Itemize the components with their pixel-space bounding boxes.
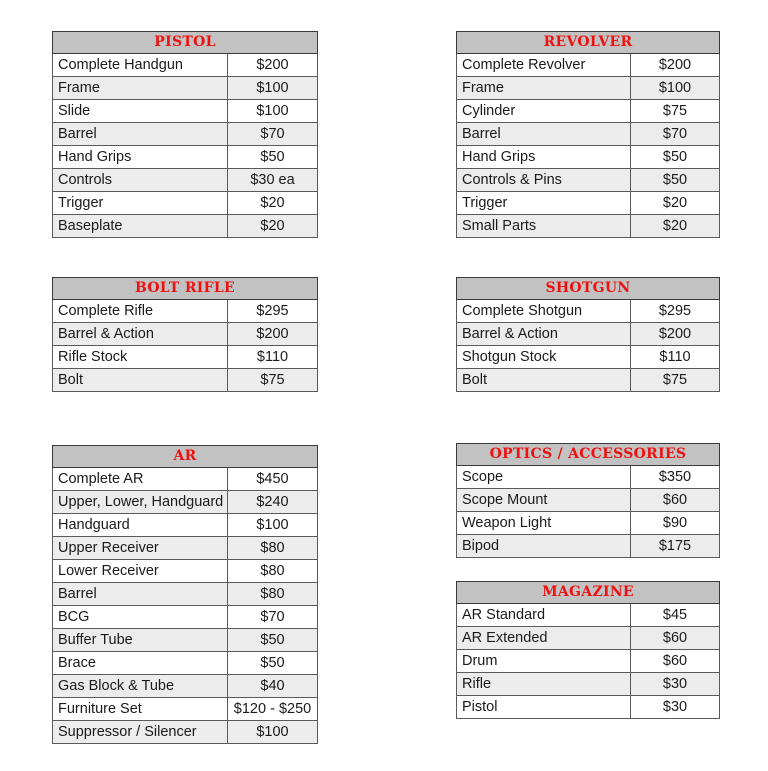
item-name-cell: Barrel (53, 123, 228, 146)
item-name-cell: Rifle (457, 673, 631, 696)
table-row (53, 675, 318, 698)
table-revolver (456, 31, 720, 238)
category-header: SHOTGUN (457, 278, 720, 300)
item-price-cell: $75 (228, 369, 318, 392)
table-row (457, 123, 720, 146)
table-row (457, 54, 720, 77)
item-name-cell: Hand Grips (53, 146, 228, 169)
table-row (457, 696, 720, 719)
table-row (53, 583, 318, 606)
item-price-cell: $80 (228, 560, 318, 583)
table-row (53, 514, 318, 537)
table-pistol (52, 31, 318, 238)
item-price-cell: $80 (228, 583, 318, 606)
table-row (457, 169, 720, 192)
item-name-cell: Rifle Stock (53, 346, 228, 369)
table-magazine (456, 581, 720, 719)
table-row (53, 369, 318, 392)
item-name-cell: Gas Block & Tube (53, 675, 228, 698)
item-price-cell: $200 (631, 54, 720, 77)
item-name-cell: Complete Handgun (53, 54, 228, 77)
table-row (53, 54, 318, 77)
item-name-cell: Complete AR (53, 468, 228, 491)
item-price-cell: $120 - $250 (228, 698, 318, 721)
table-row (53, 606, 318, 629)
item-name-cell: Barrel (457, 123, 631, 146)
item-name-cell: Barrel & Action (53, 323, 228, 346)
item-name-cell: Bipod (457, 535, 631, 558)
table-row (457, 346, 720, 369)
table-row (53, 192, 318, 215)
item-price-cell: $100 (228, 514, 318, 537)
table-row (53, 300, 318, 323)
item-price-cell: $60 (631, 650, 720, 673)
item-price-cell: $70 (228, 123, 318, 146)
table-row (457, 627, 720, 650)
table-row (53, 560, 318, 583)
item-name-cell: Baseplate (53, 215, 228, 238)
table-ar (52, 445, 318, 744)
table-row (53, 491, 318, 514)
item-name-cell: Trigger (53, 192, 228, 215)
item-price-cell: $100 (228, 721, 318, 744)
item-name-cell: Complete Rifle (53, 300, 228, 323)
table-row (53, 652, 318, 675)
item-price-cell: $295 (228, 300, 318, 323)
table-header-row (457, 582, 720, 604)
item-name-cell: Scope (457, 466, 631, 489)
table-header-row (457, 32, 720, 54)
item-name-cell: Bolt (53, 369, 228, 392)
table-row (457, 192, 720, 215)
item-price-cell: $350 (631, 466, 720, 489)
item-price-cell: $75 (631, 100, 720, 123)
category-header: AR (53, 446, 318, 468)
table-optics-accessories (456, 443, 720, 558)
item-name-cell: Cylinder (457, 100, 631, 123)
item-price-cell: $60 (631, 489, 720, 512)
table-row (53, 721, 318, 744)
item-price-cell: $80 (228, 537, 318, 560)
item-price-cell: $90 (631, 512, 720, 535)
item-price-cell: $110 (228, 346, 318, 369)
item-name-cell: Drum (457, 650, 631, 673)
item-price-cell: $50 (631, 169, 720, 192)
item-name-cell: Suppressor / Silencer (53, 721, 228, 744)
table-row (53, 537, 318, 560)
item-price-cell: $50 (228, 146, 318, 169)
item-price-cell: $110 (631, 346, 720, 369)
item-price-cell: $200 (228, 323, 318, 346)
table-header-row (457, 278, 720, 300)
item-price-cell: $100 (228, 77, 318, 100)
item-name-cell: Complete Revolver (457, 54, 631, 77)
item-price-cell: $100 (631, 77, 720, 100)
item-name-cell: Upper Receiver (53, 537, 228, 560)
item-price-cell: $50 (228, 652, 318, 675)
table-row (53, 123, 318, 146)
item-price-cell: $20 (631, 192, 720, 215)
table-row (457, 323, 720, 346)
item-name-cell: Small Parts (457, 215, 631, 238)
table-header-row (53, 32, 318, 54)
item-name-cell: Complete Shotgun (457, 300, 631, 323)
table-row (457, 300, 720, 323)
item-name-cell: Trigger (457, 192, 631, 215)
item-name-cell: Furniture Set (53, 698, 228, 721)
table-row (53, 629, 318, 652)
item-name-cell: Upper, Lower, Handguard (53, 491, 228, 514)
item-name-cell: Frame (53, 77, 228, 100)
table-row (457, 215, 720, 238)
table-row (457, 146, 720, 169)
table-row (53, 215, 318, 238)
table-row (457, 489, 720, 512)
item-price-cell: $295 (631, 300, 720, 323)
item-price-cell: $20 (228, 192, 318, 215)
item-price-cell: $200 (631, 323, 720, 346)
item-name-cell: BCG (53, 606, 228, 629)
table-bolt-rifle (52, 277, 318, 392)
item-price-cell: $30 (631, 673, 720, 696)
table-header-row (457, 444, 720, 466)
table-row (457, 512, 720, 535)
item-price-cell: $50 (228, 629, 318, 652)
item-name-cell: AR Standard (457, 604, 631, 627)
item-price-cell: $70 (228, 606, 318, 629)
item-name-cell: Buffer Tube (53, 629, 228, 652)
item-name-cell: Barrel & Action (457, 323, 631, 346)
table-row (457, 650, 720, 673)
item-price-cell: $50 (631, 146, 720, 169)
category-header: BOLT RIFLE (53, 278, 318, 300)
table-header-row (53, 446, 318, 468)
table-header-row (53, 278, 318, 300)
item-price-cell: $75 (631, 369, 720, 392)
category-header: PISTOL (53, 32, 318, 54)
category-header: REVOLVER (457, 32, 720, 54)
item-name-cell: Lower Receiver (53, 560, 228, 583)
table-row (53, 100, 318, 123)
item-price-cell: $60 (631, 627, 720, 650)
item-price-cell: $30 (631, 696, 720, 719)
item-name-cell: Shotgun Stock (457, 346, 631, 369)
table-row (53, 468, 318, 491)
item-name-cell: Hand Grips (457, 146, 631, 169)
item-price-cell: $70 (631, 123, 720, 146)
table-row (53, 346, 318, 369)
table-row (457, 466, 720, 489)
item-name-cell: Bolt (457, 369, 631, 392)
item-name-cell: Scope Mount (457, 489, 631, 512)
item-name-cell: Controls (53, 169, 228, 192)
table-row (53, 169, 318, 192)
item-price-cell: $100 (228, 100, 318, 123)
category-header: MAGAZINE (457, 582, 720, 604)
item-name-cell: Slide (53, 100, 228, 123)
item-price-cell: $240 (228, 491, 318, 514)
table-row (53, 323, 318, 346)
item-price-cell: $45 (631, 604, 720, 627)
item-price-cell: $200 (228, 54, 318, 77)
item-price-cell: $20 (631, 215, 720, 238)
table-row (53, 698, 318, 721)
item-price-cell: $30 ea (228, 169, 318, 192)
item-price-cell: $450 (228, 468, 318, 491)
table-row (457, 535, 720, 558)
item-name-cell: AR Extended (457, 627, 631, 650)
item-price-cell: $20 (228, 215, 318, 238)
item-name-cell: Brace (53, 652, 228, 675)
item-name-cell: Pistol (457, 696, 631, 719)
table-row (53, 146, 318, 169)
table-shotgun (456, 277, 720, 392)
table-row (457, 77, 720, 100)
item-price-cell: $175 (631, 535, 720, 558)
table-row (457, 604, 720, 627)
item-name-cell: Frame (457, 77, 631, 100)
item-price-cell: $40 (228, 675, 318, 698)
item-name-cell: Barrel (53, 583, 228, 606)
item-name-cell: Weapon Light (457, 512, 631, 535)
table-row (53, 77, 318, 100)
table-row (457, 100, 720, 123)
item-name-cell: Controls & Pins (457, 169, 631, 192)
table-row (457, 369, 720, 392)
table-row (457, 673, 720, 696)
category-header: OPTICS / ACCESSORIES (457, 444, 720, 466)
item-name-cell: Handguard (53, 514, 228, 537)
